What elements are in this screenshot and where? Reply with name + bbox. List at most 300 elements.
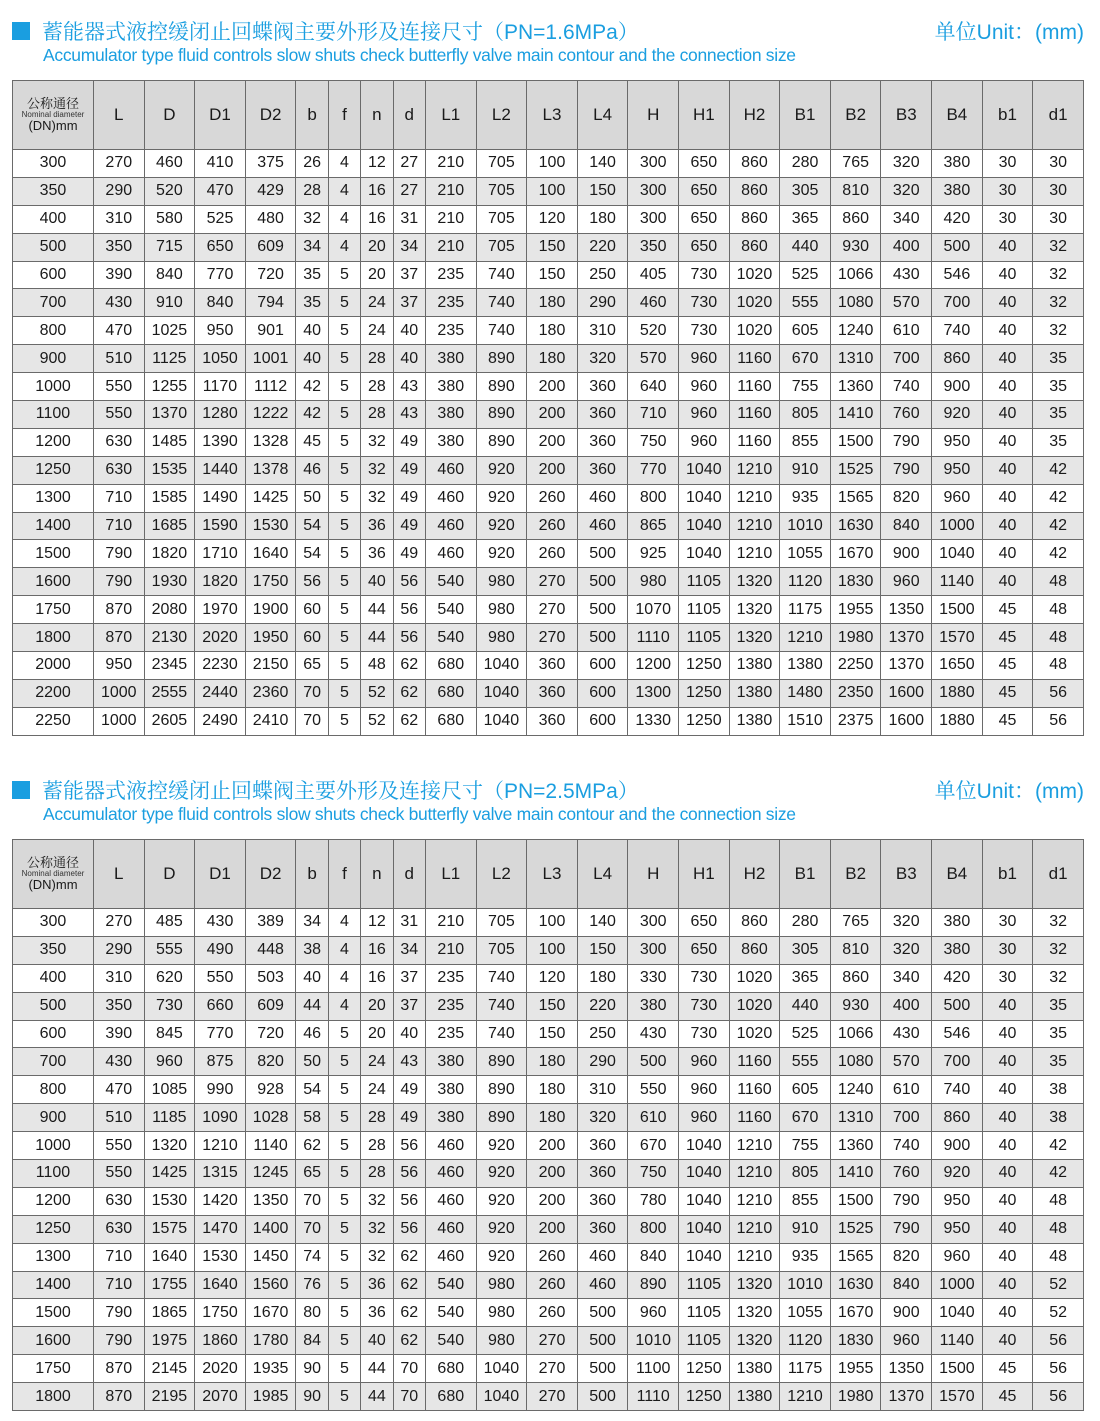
table-cell: 4 xyxy=(328,936,360,964)
table-cell: 1320 xyxy=(729,1299,780,1327)
header-cell-b3: B3 xyxy=(881,81,932,150)
table-cell: 790 xyxy=(881,1187,932,1215)
title-row xyxy=(12,16,639,46)
table-cell: 740 xyxy=(476,317,527,345)
table-row xyxy=(13,707,1084,735)
table-cell: 500 xyxy=(932,992,983,1020)
table-cell: 950 xyxy=(195,317,246,345)
header-cell-h: H xyxy=(628,81,679,150)
table-cell: 375 xyxy=(245,150,296,178)
table-cell: 1222 xyxy=(245,401,296,429)
table-cell: 56 xyxy=(1033,707,1084,735)
table-cell: 32 xyxy=(361,456,393,484)
table-cell: 1865 xyxy=(144,1299,195,1327)
table-cell: 1500 xyxy=(13,1299,94,1327)
table-cell: 860 xyxy=(932,345,983,373)
table-cell: 700 xyxy=(932,289,983,317)
table-cell: 400 xyxy=(881,233,932,261)
table-cell: 980 xyxy=(476,1299,527,1327)
table-cell: 525 xyxy=(195,205,246,233)
table-cell: 960 xyxy=(628,1299,679,1327)
table-cell: 605 xyxy=(780,317,831,345)
table-cell: 1820 xyxy=(144,540,195,568)
table-cell: 730 xyxy=(144,992,195,1020)
table-cell: 460 xyxy=(577,512,628,540)
table-cell: 890 xyxy=(476,373,527,401)
table-cell: 30 xyxy=(1033,177,1084,205)
table-row xyxy=(13,1271,1084,1299)
dn-header-unit: (DN)mm xyxy=(28,877,78,893)
table-cell: 43 xyxy=(393,401,425,429)
table-cell: 740 xyxy=(476,1020,527,1048)
table-cell: 49 xyxy=(393,1104,425,1132)
table-cell: 100 xyxy=(527,909,578,937)
table-cell: 1640 xyxy=(144,1243,195,1271)
table-cell: 600 xyxy=(13,261,94,289)
table-cell: 1001 xyxy=(245,345,296,373)
table-row xyxy=(13,936,1084,964)
table-cell: 2200 xyxy=(13,679,94,707)
table-cell: 900 xyxy=(932,373,983,401)
table-cell: 210 xyxy=(425,177,476,205)
table-cell: 280 xyxy=(780,909,831,937)
table-cell: 720 xyxy=(245,261,296,289)
header-cell-l3: L3 xyxy=(527,81,578,150)
table-cell: 1110 xyxy=(628,624,679,652)
table-cell: 360 xyxy=(577,373,628,401)
table-cell: 540 xyxy=(425,624,476,652)
table-cell: 320 xyxy=(881,177,932,205)
table-cell: 44 xyxy=(361,1383,393,1411)
table-cell: 140 xyxy=(577,150,628,178)
table-cell: 30 xyxy=(982,936,1033,964)
table-cell: 120 xyxy=(527,964,578,992)
table-cell: 740 xyxy=(476,261,527,289)
header-row xyxy=(13,840,1084,909)
table-cell: 700 xyxy=(881,1104,932,1132)
table-cell: 28 xyxy=(361,1132,393,1160)
dn-header-en: Nominal diameter xyxy=(21,109,85,119)
table-cell: 37 xyxy=(393,289,425,317)
table-cell: 36 xyxy=(361,512,393,540)
table-cell: 1530 xyxy=(195,1243,246,1271)
table-cell: 44 xyxy=(361,1355,393,1383)
table-row xyxy=(13,1299,1084,1327)
table-cell: 1000 xyxy=(932,1271,983,1299)
table-cell: 40 xyxy=(982,1215,1033,1243)
table-cell: 960 xyxy=(932,484,983,512)
table-cell: 180 xyxy=(527,1104,578,1132)
table-section-pn25 xyxy=(12,771,1084,1411)
table-cell: 305 xyxy=(780,936,831,964)
table-cell: 40 xyxy=(982,317,1033,345)
header-cell-l3: L3 xyxy=(527,840,578,909)
table-cell: 1105 xyxy=(679,596,730,624)
table-cell: 5 xyxy=(328,484,360,512)
table-cell: 45 xyxy=(982,1355,1033,1383)
table-cell: 570 xyxy=(881,289,932,317)
table-cell: 42 xyxy=(1033,1160,1084,1188)
table-cell: 1066 xyxy=(830,1020,881,1048)
table-cell: 1020 xyxy=(729,317,780,345)
table-row xyxy=(13,624,1084,652)
table-cell: 62 xyxy=(393,652,425,680)
table-cell: 1970 xyxy=(195,596,246,624)
table-cell: 860 xyxy=(830,964,881,992)
table-cell: 1210 xyxy=(729,1132,780,1160)
header-cell-b1: b1 xyxy=(982,840,1033,909)
table-cell: 1105 xyxy=(679,624,730,652)
table-cell: 42 xyxy=(1033,456,1084,484)
table-cell: 1525 xyxy=(830,1215,881,1243)
table-cell: 1085 xyxy=(144,1076,195,1104)
table-cell: 40 xyxy=(982,1048,1033,1076)
table-cell: 48 xyxy=(1033,1187,1084,1215)
table-cell: 765 xyxy=(830,150,881,178)
table-cell: 1410 xyxy=(830,401,881,429)
table-cell: 765 xyxy=(830,909,881,937)
table-cell: 730 xyxy=(679,1020,730,1048)
table-cell: 210 xyxy=(425,909,476,937)
table-cell: 38 xyxy=(1033,1076,1084,1104)
table-cell: 500 xyxy=(577,1355,628,1383)
table-cell: 860 xyxy=(729,205,780,233)
table-cell: 389 xyxy=(245,909,296,937)
table-cell: 1200 xyxy=(628,652,679,680)
table-cell: 49 xyxy=(393,540,425,568)
table-cell: 43 xyxy=(393,373,425,401)
table-cell: 5 xyxy=(328,1243,360,1271)
table-cell: 1320 xyxy=(729,1271,780,1299)
table-cell: 500 xyxy=(932,233,983,261)
table-cell: 2440 xyxy=(195,679,246,707)
table-cell: 40 xyxy=(982,456,1033,484)
table-row xyxy=(13,992,1084,1020)
table-row xyxy=(13,1020,1084,1048)
table-cell: 380 xyxy=(932,936,983,964)
table-cell: 35 xyxy=(1033,401,1084,429)
title-row xyxy=(12,775,639,805)
table-cell: 16 xyxy=(361,205,393,233)
table-cell: 960 xyxy=(679,373,730,401)
table-cell: 870 xyxy=(93,1355,144,1383)
table-cell: 310 xyxy=(577,317,628,345)
table-cell: 928 xyxy=(245,1076,296,1104)
table-cell: 48 xyxy=(1033,596,1084,624)
table-cell: 609 xyxy=(245,992,296,1020)
table-cell: 50 xyxy=(296,484,328,512)
table-cell: 4 xyxy=(328,992,360,1020)
header-cell-l: L xyxy=(93,81,144,150)
table-cell: 70 xyxy=(296,679,328,707)
table-cell: 1530 xyxy=(144,1187,195,1215)
table-cell: 1140 xyxy=(932,1327,983,1355)
table-cell: 480 xyxy=(245,205,296,233)
table-cell: 220 xyxy=(577,992,628,1020)
table-cell: 680 xyxy=(425,707,476,735)
table-cell: 42 xyxy=(296,401,328,429)
table-cell: 503 xyxy=(245,964,296,992)
section-title-en: Accumulator type fluid controls slow shuts check butterfly valve main contour and the connection size xyxy=(43,804,796,824)
table-cell: 1320 xyxy=(144,1132,195,1160)
table-cell: 62 xyxy=(393,679,425,707)
table-cell: 1380 xyxy=(729,707,780,735)
table-cell: 470 xyxy=(93,317,144,345)
table-cell: 870 xyxy=(93,596,144,624)
table-cell: 1040 xyxy=(932,540,983,568)
table-cell: 805 xyxy=(780,401,831,429)
table-cell: 380 xyxy=(425,345,476,373)
table-cell: 1525 xyxy=(830,456,881,484)
table-cell: 260 xyxy=(527,484,578,512)
table-cell: 45 xyxy=(982,596,1033,624)
table-cell: 35 xyxy=(296,289,328,317)
table-cell: 865 xyxy=(628,512,679,540)
table-cell: 1040 xyxy=(679,540,730,568)
table-cell: 180 xyxy=(577,205,628,233)
table-cell: 840 xyxy=(144,261,195,289)
table-cell: 390 xyxy=(93,261,144,289)
table-cell: 360 xyxy=(577,428,628,456)
table-cell: 46 xyxy=(296,1020,328,1048)
table-cell: 1600 xyxy=(13,1327,94,1355)
table-cell: 200 xyxy=(527,1132,578,1160)
header-cell-l1: L1 xyxy=(425,840,476,909)
table-cell: 1210 xyxy=(729,1243,780,1271)
table-cell: 2375 xyxy=(830,707,881,735)
table-row xyxy=(13,568,1084,596)
table-cell: 1105 xyxy=(679,1271,730,1299)
table-cell: 1880 xyxy=(932,707,983,735)
table-cell: 65 xyxy=(296,1160,328,1188)
table-cell: 610 xyxy=(628,1104,679,1132)
header-cell-d: D xyxy=(144,840,195,909)
table-cell: 980 xyxy=(476,624,527,652)
table-cell: 5 xyxy=(328,1271,360,1299)
table-cell: 790 xyxy=(93,1299,144,1327)
table-cell: 2490 xyxy=(195,707,246,735)
table-cell: 4 xyxy=(328,150,360,178)
table-cell: 730 xyxy=(679,261,730,289)
table-cell: 5 xyxy=(328,1160,360,1188)
table-cell: 855 xyxy=(780,428,831,456)
table-cell: 860 xyxy=(932,1104,983,1132)
table-cell: 1080 xyxy=(830,1048,881,1076)
table-cell: 360 xyxy=(527,707,578,735)
table-cell: 5 xyxy=(328,1076,360,1104)
table-cell: 1485 xyxy=(144,428,195,456)
table-cell: 1380 xyxy=(729,1383,780,1411)
table-cell: 40 xyxy=(982,1160,1033,1188)
table-cell: 300 xyxy=(628,909,679,937)
table-cell: 200 xyxy=(527,428,578,456)
table-cell: 1120 xyxy=(780,1327,831,1355)
table-cell: 1250 xyxy=(679,1355,730,1383)
table-cell: 1010 xyxy=(628,1327,679,1355)
table-cell: 270 xyxy=(527,1327,578,1355)
header-cell-d2: D2 xyxy=(245,81,296,150)
table-cell: 1320 xyxy=(729,1327,780,1355)
table-cell: 54 xyxy=(296,540,328,568)
table-cell: 935 xyxy=(780,1243,831,1271)
table-cell: 1160 xyxy=(729,373,780,401)
table-cell: 70 xyxy=(296,707,328,735)
header-cell-l2: L2 xyxy=(476,81,527,150)
table-row xyxy=(13,1327,1084,1355)
table-cell: 32 xyxy=(361,428,393,456)
table-cell: 5 xyxy=(328,512,360,540)
table-cell: 76 xyxy=(296,1271,328,1299)
table-cell: 650 xyxy=(679,177,730,205)
table-cell: 90 xyxy=(296,1355,328,1383)
table-cell: 1500 xyxy=(830,1187,881,1215)
table-cell: 5 xyxy=(328,1132,360,1160)
table-cell: 62 xyxy=(393,1243,425,1271)
section-header xyxy=(12,12,1084,80)
table-cell: 52 xyxy=(1033,1271,1084,1299)
table-cell: 4 xyxy=(328,205,360,233)
table-cell: 5 xyxy=(328,568,360,596)
table-cell: 30 xyxy=(1033,205,1084,233)
table-cell: 1360 xyxy=(830,1132,881,1160)
table-cell: 31 xyxy=(393,909,425,937)
table-row xyxy=(13,540,1084,568)
table-cell: 1360 xyxy=(830,373,881,401)
table-cell: 1630 xyxy=(830,512,881,540)
table-cell: 44 xyxy=(361,624,393,652)
header-cell-h: H xyxy=(628,840,679,909)
table-cell: 540 xyxy=(425,1299,476,1327)
table-cell: 40 xyxy=(982,233,1033,261)
table-cell: 120 xyxy=(527,205,578,233)
table-cell: 1100 xyxy=(13,1160,94,1188)
table-cell: 510 xyxy=(93,345,144,373)
header-cell-b1: B1 xyxy=(780,840,831,909)
table-cell: 705 xyxy=(476,936,527,964)
table-cell: 730 xyxy=(679,992,730,1020)
table-cell: 270 xyxy=(93,150,144,178)
table-cell: 670 xyxy=(780,1104,831,1132)
table-cell: 32 xyxy=(361,484,393,512)
table-cell: 820 xyxy=(245,1048,296,1076)
table-cell: 43 xyxy=(393,1048,425,1076)
table-cell: 270 xyxy=(527,596,578,624)
table-cell: 100 xyxy=(527,177,578,205)
table-cell: 28 xyxy=(361,401,393,429)
table-cell: 555 xyxy=(780,1048,831,1076)
table-cell: 460 xyxy=(425,540,476,568)
table-cell: 875 xyxy=(195,1048,246,1076)
table-cell: 310 xyxy=(93,205,144,233)
table-cell: 960 xyxy=(679,1048,730,1076)
table-cell: 1000 xyxy=(932,512,983,540)
table-cell: 380 xyxy=(425,1104,476,1132)
table-cell: 56 xyxy=(393,1132,425,1160)
table-cell: 2150 xyxy=(245,652,296,680)
table-row xyxy=(13,317,1084,345)
table-cell: 1370 xyxy=(144,401,195,429)
table-cell: 49 xyxy=(393,428,425,456)
table-cell: 260 xyxy=(527,512,578,540)
table-row xyxy=(13,1187,1084,1215)
table-row xyxy=(13,652,1084,680)
table-cell: 210 xyxy=(425,150,476,178)
table-cell: 901 xyxy=(245,317,296,345)
table-cell: 890 xyxy=(476,1048,527,1076)
table-cell: 56 xyxy=(393,568,425,596)
table-cell: 4 xyxy=(328,909,360,937)
table-cell: 5 xyxy=(328,345,360,373)
table-section-pn16 xyxy=(12,12,1084,736)
header-row xyxy=(13,81,1084,150)
dn-header-cn: 公称通径 xyxy=(26,855,79,871)
table-cell: 320 xyxy=(881,936,932,964)
table-cell: 52 xyxy=(361,707,393,735)
table-cell: 1250 xyxy=(13,1215,94,1243)
table-cell: 980 xyxy=(476,1327,527,1355)
table-cell: 1210 xyxy=(729,484,780,512)
table-cell: 910 xyxy=(780,1215,831,1243)
table-cell: 1040 xyxy=(476,652,527,680)
section-title-cn: 蓄能器式液控缓闭止回蝶阀主要外形及连接尺寸（PN=1.6MPa） xyxy=(42,21,639,44)
table-cell: 1020 xyxy=(729,964,780,992)
table-cell: 600 xyxy=(13,1020,94,1048)
table-cell: 235 xyxy=(425,317,476,345)
dn-header-unit: (DN)mm xyxy=(28,118,78,134)
table-cell: 360 xyxy=(577,1160,628,1188)
table-cell: 650 xyxy=(679,205,730,233)
table-cell: 70 xyxy=(296,1215,328,1243)
header-cell-d1: D1 xyxy=(195,840,246,909)
table-cell: 150 xyxy=(527,261,578,289)
table-row xyxy=(13,964,1084,992)
table-row xyxy=(13,373,1084,401)
table-cell: 12 xyxy=(361,909,393,937)
table-cell: 1950 xyxy=(245,624,296,652)
table-cell: 40 xyxy=(296,964,328,992)
table-cell: 1860 xyxy=(195,1327,246,1355)
header-cell-d1: d1 xyxy=(1033,840,1084,909)
table-cell: 300 xyxy=(13,150,94,178)
table-cell: 60 xyxy=(296,596,328,624)
table-cell: 570 xyxy=(628,345,679,373)
table-cell: 34 xyxy=(296,233,328,261)
table-cell: 40 xyxy=(982,568,1033,596)
table-cell: 1600 xyxy=(13,568,94,596)
table-cell: 770 xyxy=(628,456,679,484)
table-cell: 1210 xyxy=(780,624,831,652)
table-cell: 900 xyxy=(13,345,94,373)
table-cell: 1010 xyxy=(780,1271,831,1299)
table-cell: 1500 xyxy=(830,428,881,456)
table-cell: 400 xyxy=(881,992,932,1020)
table-cell: 546 xyxy=(932,261,983,289)
table-cell: 2070 xyxy=(195,1383,246,1411)
table-cell: 900 xyxy=(881,540,932,568)
table-cell: 56 xyxy=(1033,1383,1084,1411)
table-cell: 1090 xyxy=(195,1104,246,1132)
table-cell: 380 xyxy=(425,1048,476,1076)
table-cell: 500 xyxy=(577,1327,628,1355)
table-row xyxy=(13,150,1084,178)
table-cell: 45 xyxy=(982,707,1033,735)
table-cell: 32 xyxy=(1033,261,1084,289)
table-cell: 705 xyxy=(476,150,527,178)
table-cell: 1350 xyxy=(881,1355,932,1383)
table-cell: 1350 xyxy=(245,1187,296,1215)
table-row xyxy=(13,1355,1084,1383)
table-cell: 32 xyxy=(1033,936,1084,964)
